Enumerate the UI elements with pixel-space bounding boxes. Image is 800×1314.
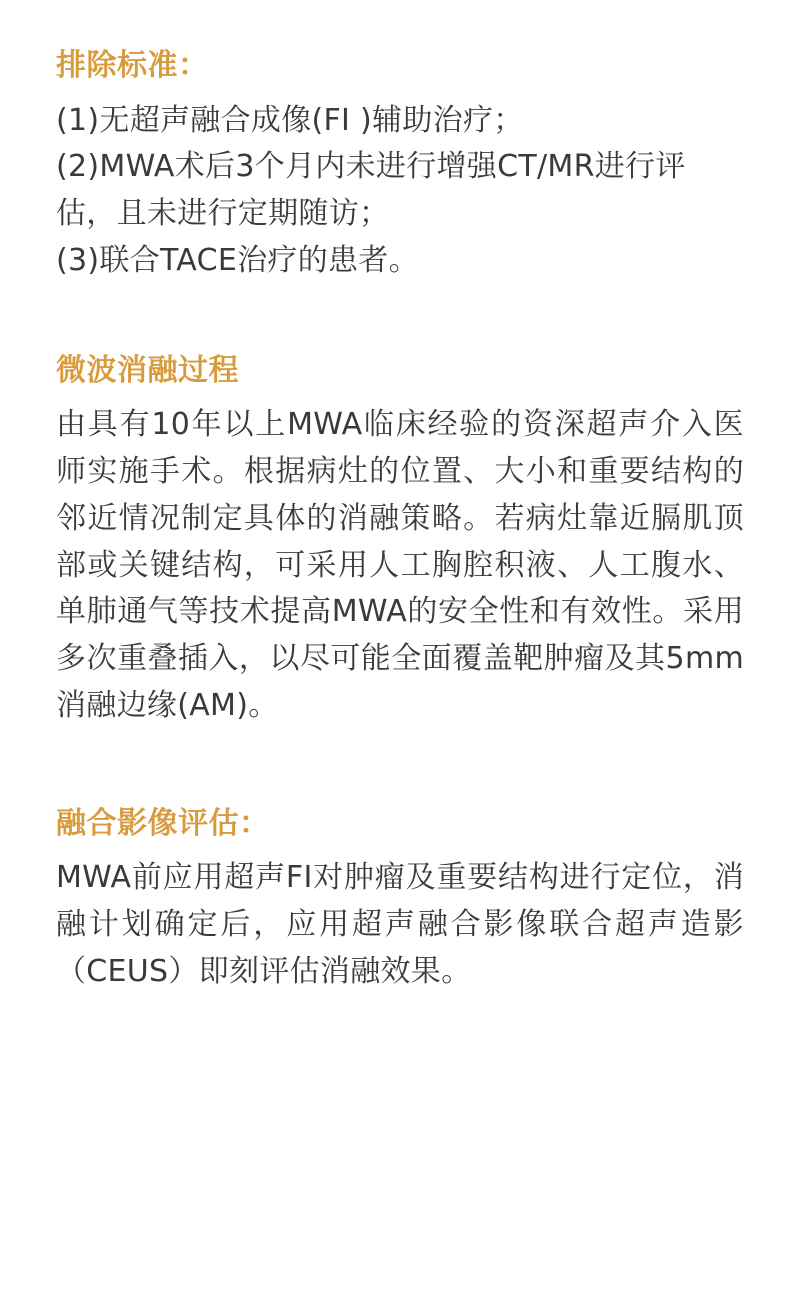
section-heading-fusion-imaging-evaluation: 融合影像评估： [56, 805, 270, 841]
list-item: (2)MWA术后3个月内未进行增强CT/MR进行评估，且未进行定期随访； [56, 149, 686, 232]
section-divider [56, 730, 744, 802]
section-divider [56, 285, 744, 349]
section-microwave-ablation-process [56, 349, 744, 730]
section-body-microwave-ablation-process: 由具有10年以上MWA临床经验的资深超声介入医师实施手术。根据病灶的位置、大小和重要结构的邻近情况制定具体的消融策略。若病灶靠近膈肌顶部或关键结构，可采用人工胸腔积液、人工腹水、单肺通气等技术提高MWA的安全性和有效性。采用多次重叠插入，以尽可能全面覆盖靶肿瘤及其5mm消融边缘(AM)。 [56, 407, 744, 723]
section-fusion-imaging-evaluation [56, 802, 744, 996]
section-exclusion-criteria [56, 44, 744, 285]
list-item: (1)无超声融合成像(FI )辅助治疗； [56, 102, 524, 138]
section-body-fusion-imaging-evaluation: MWA前应用超声FI对肿瘤及重要结构进行定位，消融计划确定后，应用超声融合影像联合超声造影（CEUS）即刻评估消融效果。 [56, 860, 744, 989]
section-heading-microwave-ablation-process: 微波消融过程 [56, 352, 239, 388]
exclusion-criteria-list [56, 98, 744, 285]
section-heading-exclusion-criteria: 排除标准： [56, 48, 209, 83]
list-item: (3)联合TACE治疗的患者。 [56, 242, 419, 278]
